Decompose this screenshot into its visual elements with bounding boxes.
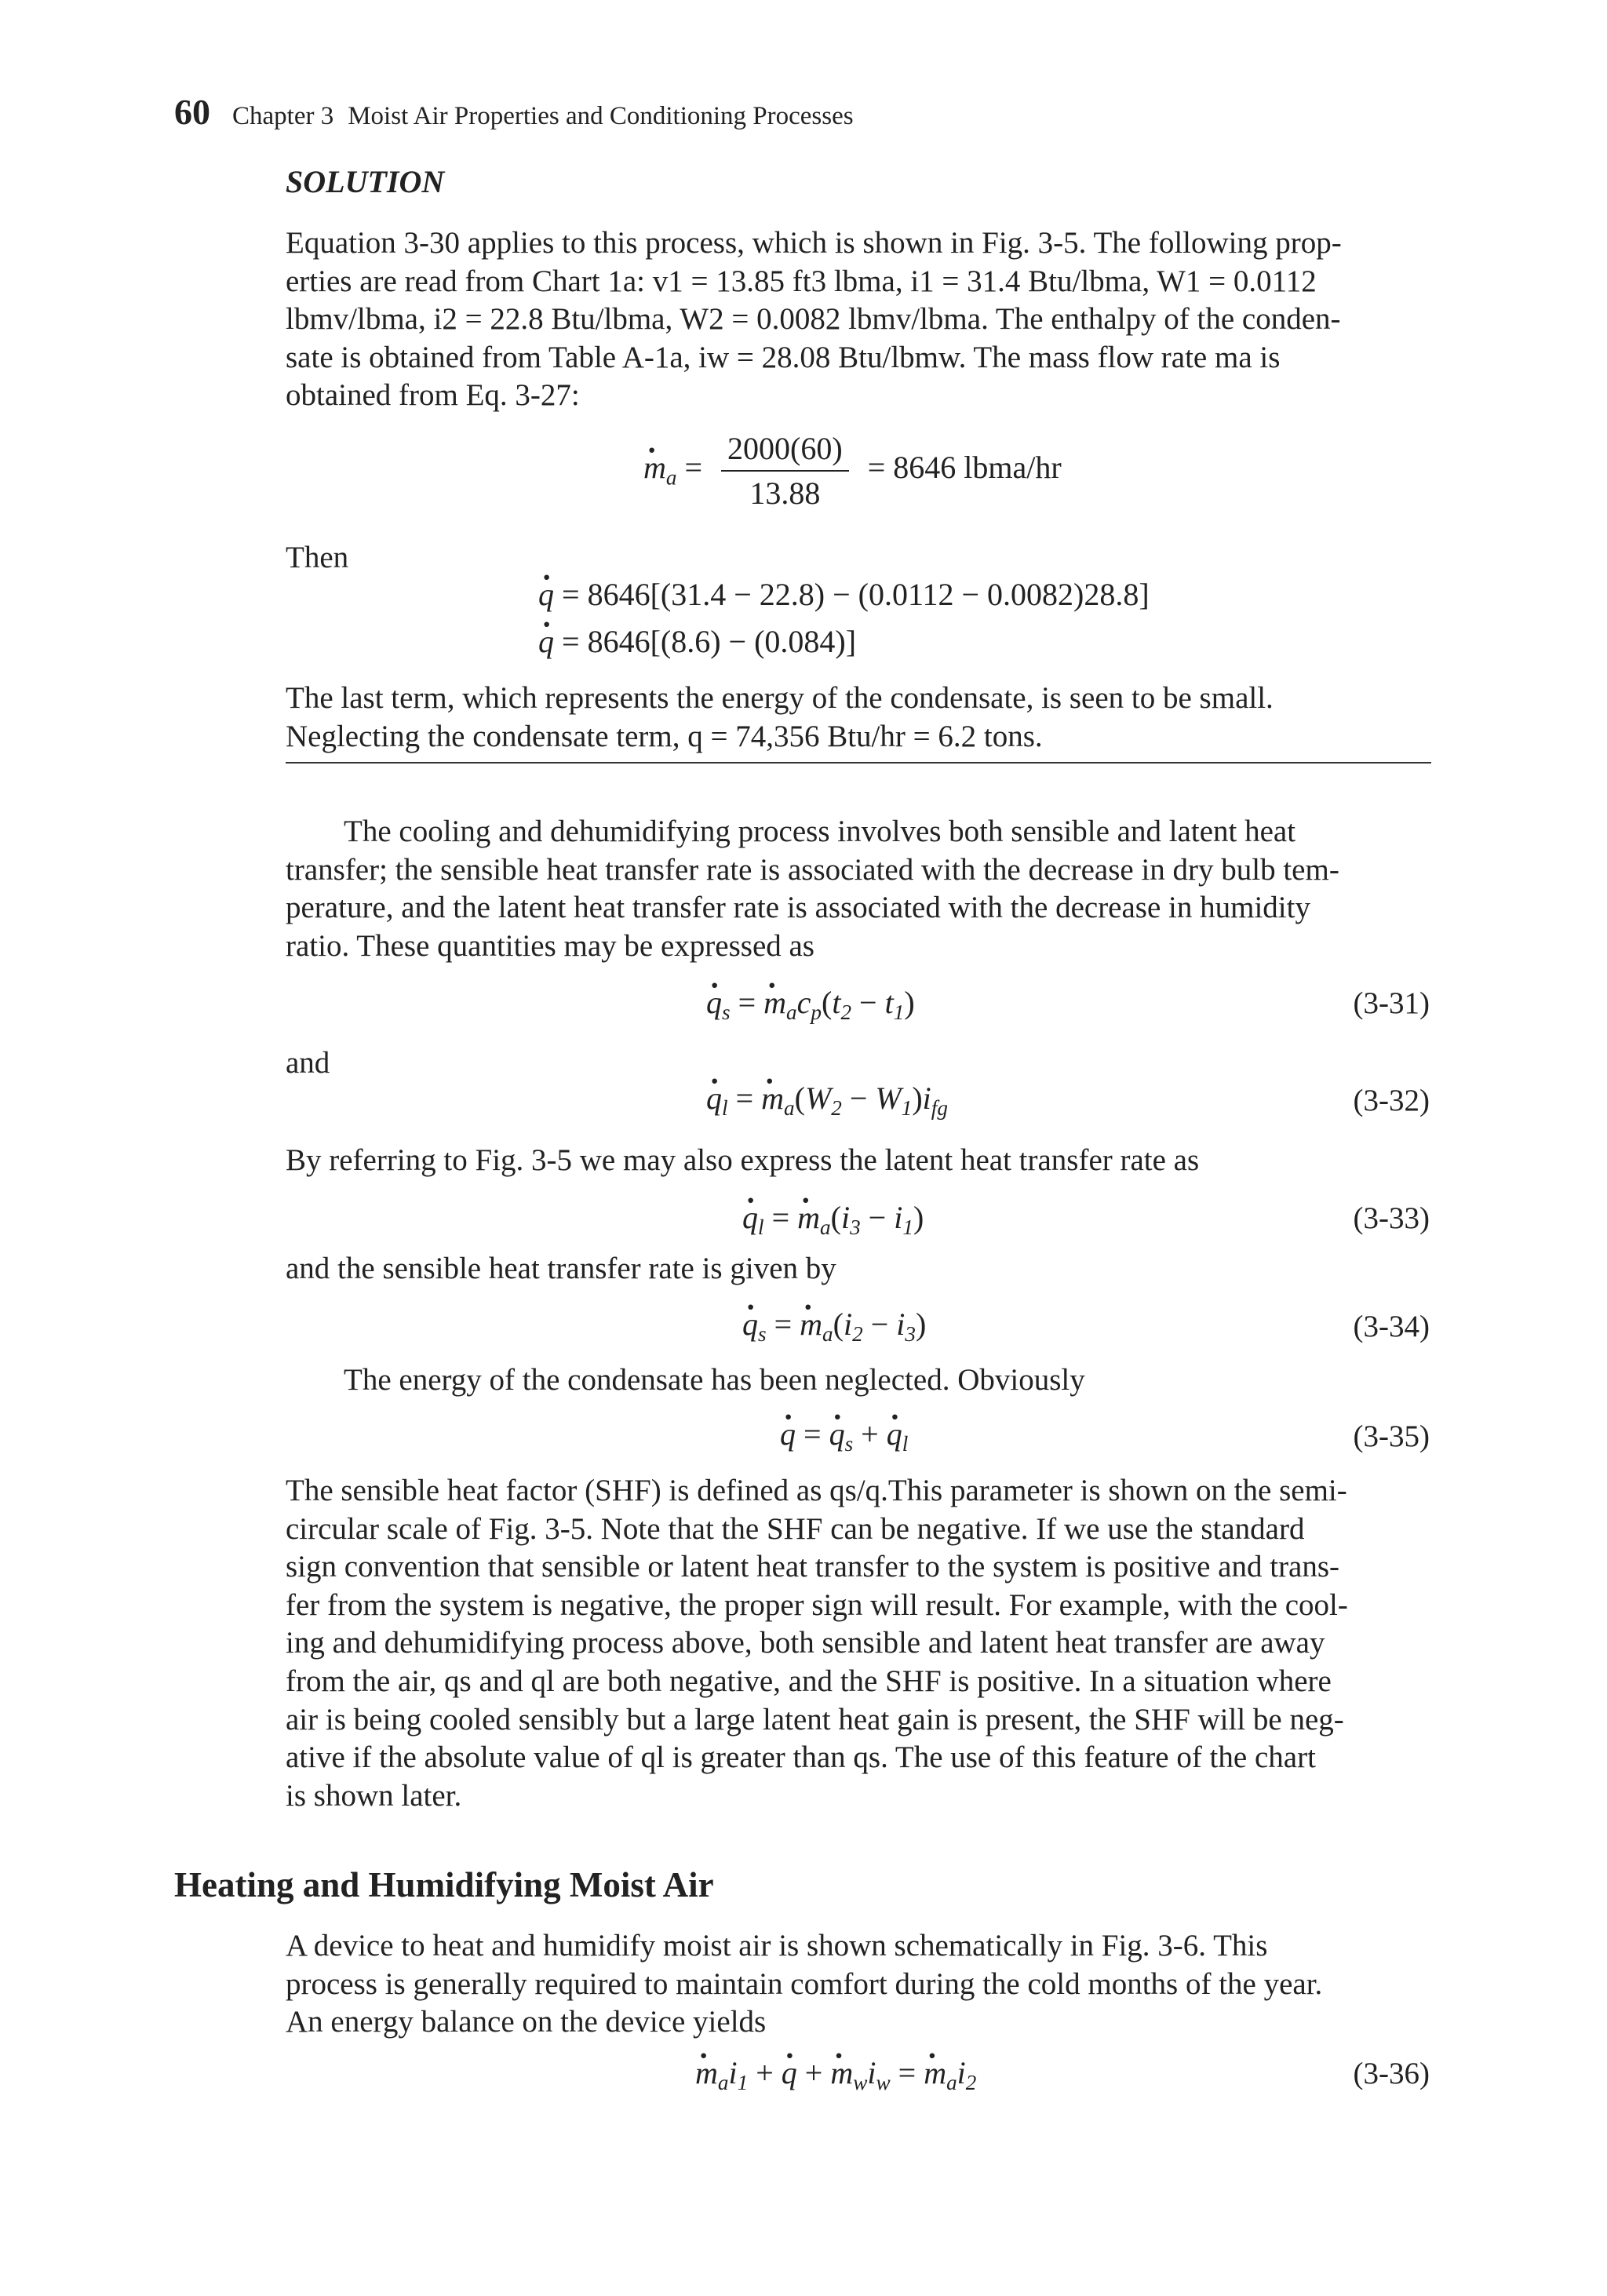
solution-divider (286, 762, 1431, 764)
shf-line-8: ative if the absolute value of ql is greater than qs. The use of this feature of the chart (286, 1740, 1316, 1775)
section-line-3: An energy balance on the device yields (286, 2005, 767, 2039)
shf-line-2: circular scale of Fig. 3-5. Note that the SHF can be negative. If we use the standard (286, 1511, 1305, 1546)
equation-number-3-35: (3-35) (1353, 1420, 1430, 1453)
running-header (174, 91, 854, 133)
equation-3-33: · $q_l$ = · $m_a(i_3 - i_1)$ (742, 1199, 924, 1236)
equation-number-3-31: (3-31) (1353, 986, 1430, 1020)
shf-line-6: from the air, qs and ql are both negative, and the SHF is positive. In a situation where (286, 1664, 1332, 1698)
closing-line-2: Neglecting the condensate term, q = 74,356 Btu/hr = 6.2 tons. (286, 719, 1043, 753)
body-line-4: ratio. These quantities may be expressed as (286, 928, 814, 963)
shf-line-3: sign convention that sensible or latent heat transfer to the system is positive and trans- (286, 1550, 1340, 1584)
sensible-reference-text: and the sensible heat transfer rate is given by (286, 1252, 836, 1285)
section-line-2: process is generally required to maintain comfort during the cold months of the year. (286, 1966, 1323, 2001)
fraction-denominator: 13.88 (749, 476, 821, 511)
equation-number-3-32: (3-32) (1353, 1084, 1430, 1117)
solution-line-3: lbmv/lbma, i2 = 22.8 Btu/lbma, W2 = 0.0082 lbmv/lbma. The enthalpy of the conden- (286, 302, 1341, 337)
equation-number-3-34: (3-34) (1353, 1310, 1430, 1343)
body-line-3: perature, and the latent heat transfer rate is associated with the decrease in humidity (286, 891, 1310, 925)
shf-line-5: ing and dehumidifying process above, both sensible and latent heat transfer are away (286, 1626, 1325, 1660)
heat-rate-expr-1: 8646[(31.4 − 22.8) − (0.0112 − 0.0082)28.8] (587, 577, 1150, 612)
page-number: 60 (174, 92, 210, 132)
and-word: and (286, 1046, 330, 1080)
solution-line-2: erties are read from Chart 1a: v1 = 13.85 ft3 lbma, i1 = 31.4 Btu/lbma, W1 = 0.0112 (286, 264, 1317, 298)
closing-line-1: The last term, which represents the energy of the condensate, is seen to be small. (286, 681, 1274, 715)
body-line-1: The cooling and dehumidifying process involves both sensible and latent heat (344, 815, 1296, 848)
equation-number-3-33: (3-33) (1353, 1201, 1430, 1235)
chapter-label: Chapter 3 (232, 102, 334, 130)
section-line-1: A device to heat and humidify moist air is shown schematically in Fig. 3-6. This (286, 1929, 1268, 1963)
equation-3-35: · q = · $q_s$ + · $q_l$ (780, 1416, 908, 1452)
solution-line-4: sate is obtained from Table A-1a, iw = 28.08 Btu/lbmw. The mass flow rate ma is (286, 340, 1281, 374)
chapter-title: Moist Air Properties and Conditioning Processes (348, 102, 854, 130)
equation-3-34: · $q_s$ = · $m_a(i_2 - i_3)$ (742, 1306, 926, 1343)
fraction-numerator: 2000(60) (721, 430, 849, 472)
mass-flow-equation: · $m_a$ = $\frac{2000(60)}{13.88}$ = 8646 lbma/hr (643, 430, 1062, 512)
equation-3-31: · $q_s$ = · $m_ac_p(t_2 - t_1)$ (706, 984, 915, 1021)
section-paragraph (286, 1927, 1430, 2042)
heat-rate-equation-1: · q = 8646[(31.4 − 22.8) − (0.0112 − 0.0082)28.8] (538, 576, 1150, 613)
equation-number-3-36: (3-36) (1353, 2057, 1430, 2090)
equation-3-32: · $q_l$ = · $m_a(W_2 - W_1)i_{fg}$ (706, 1080, 948, 1117)
heat-rate-equation-2: · q = 8646[(8.6) − (0.084)] (538, 623, 856, 660)
body-line-2: transfer; the sensible heat transfer rate is associated with the decrease in dry bulb tem- (286, 852, 1339, 887)
solution-line-5: obtained from Eq. 3-27: (286, 378, 580, 413)
latent-reference-text: By referring to Fig. 3-5 we may also express the latent heat transfer rate as (286, 1143, 1200, 1177)
shf-line-9: is shown later. (286, 1778, 462, 1813)
mass-flow-result: = 8646 lbma/hr (867, 450, 1062, 486)
solution-title: SOLUTION (286, 164, 445, 199)
then-word: Then (286, 541, 349, 574)
neglected-text: The energy of the condensate has been neglected. Obviously (344, 1363, 1085, 1397)
solution-line-1: Equation 3-30 applies to this process, which is shown in Fig. 3-5. The following prop- (286, 226, 1342, 260)
shf-line-7: air is being cooled sensibly but a large latent heat gain is present, the SHF will be neg- (286, 1702, 1344, 1737)
solution-closing (286, 680, 1430, 756)
shf-paragraph (286, 1472, 1430, 1815)
mass-flow-fraction (721, 430, 849, 512)
body-paragraph (286, 813, 1430, 965)
equation-3-36: · $m_ai_1$ + · q + · $m_wi_w$ = · $m_ai_2$ (695, 2054, 976, 2091)
heat-rate-expr-2: 8646[(8.6) − (0.084)] (587, 624, 857, 659)
shf-line-4: fer from the system is negative, the proper sign will result. For example, with the cool- (286, 1587, 1348, 1622)
solution-paragraph (286, 224, 1430, 415)
section-heading: Heating and Humidifying Moist Air (174, 1865, 714, 1904)
shf-line-1: The sensible heat factor (SHF) is defined as qs/q.This parameter is shown on the semi- (286, 1474, 1347, 1507)
